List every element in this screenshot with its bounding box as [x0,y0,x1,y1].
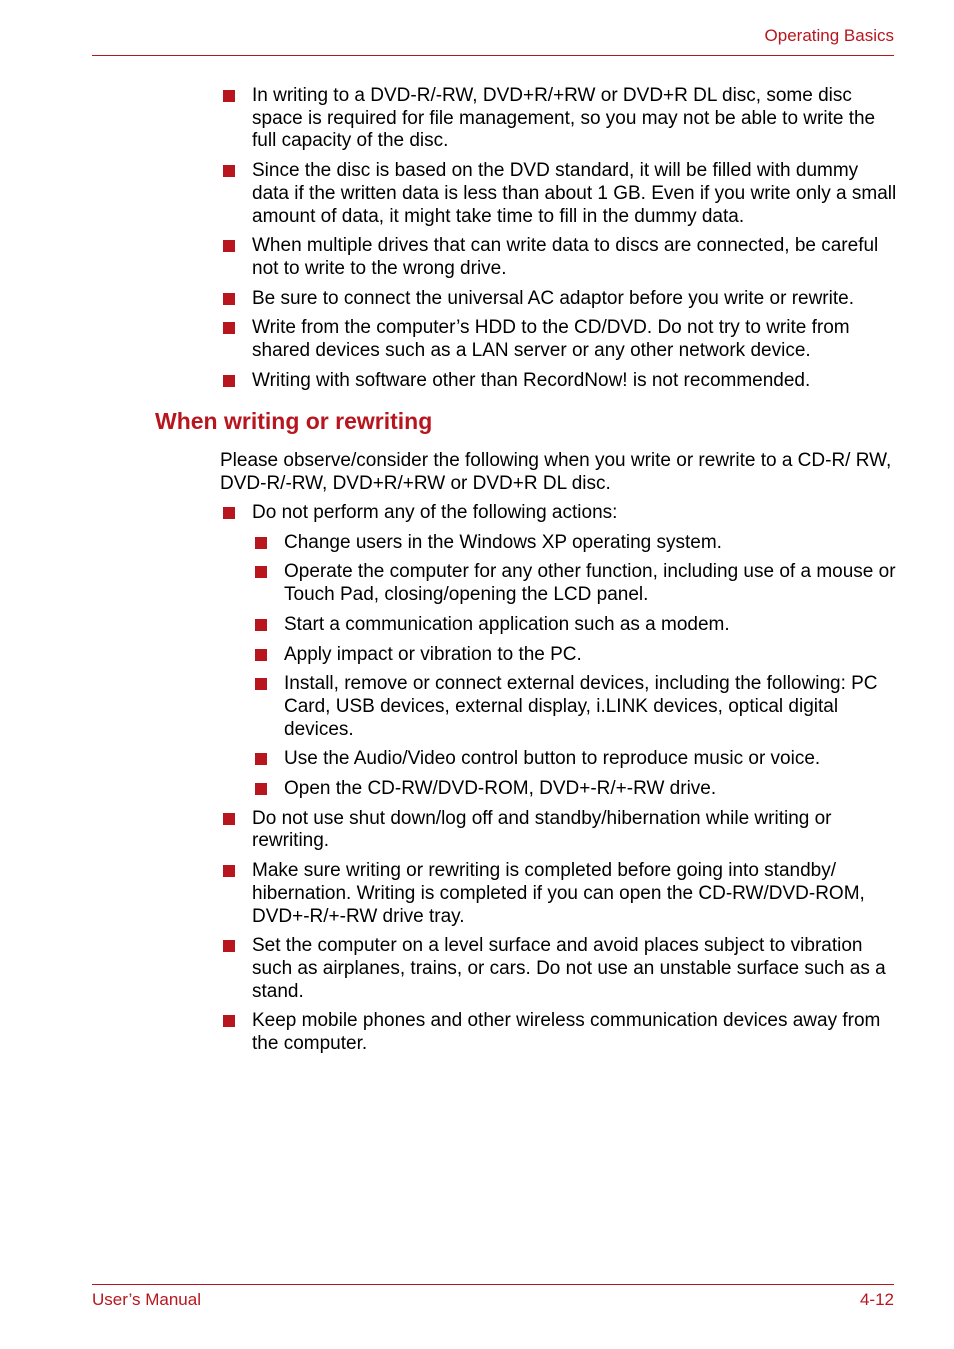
square-bullet-icon [223,90,235,102]
square-bullet-icon [223,865,235,877]
square-bullet-icon [255,537,267,549]
page-header-title: Operating Basics [764,26,894,45]
footer-rule [92,1284,894,1285]
section-heading: When writing or rewriting [155,408,433,434]
list-item: Do not use shut down/log off and standby/hibernation while writing or rewriting. [252,808,898,853]
square-bullet-icon [255,753,267,765]
prohibited-actions-list [284,532,898,801]
list-item: Keep mobile phones and other wireless communication devices away from the computer. [252,1010,898,1055]
writing-precautions-list [252,502,898,1063]
list-item: Set the computer on a level surface and avoid places subject to vibration such as airplanes, trains, or cars. Do not use an unstable surface such as a stand. [252,935,898,1003]
list-item: Write from the computer’s HDD to the CD/DVD. Do not try to write from shared devices such as a LAN server or any other network device. [252,317,898,362]
list-item: Do not perform any of the following actions: Change users in the Windows XP operating system. Operate the computer for any other function, including use of a mouse or Touch Pad, closing/opening the LCD panel. Start a communication application such as a modem. Apply impact or vibration to the PC. Install, remove or connect external devices, including the following: PC Card, USB devices, external display, i.LINK devices, optical digital devices. Use the Audio/Video control button to reproduce music or voice. Open the CD-RW/DVD-ROM, DVD+-R/+-RW drive. [252,502,898,801]
square-bullet-icon [223,940,235,952]
caution-list [252,85,898,399]
square-bullet-icon [255,619,267,631]
square-bullet-icon [223,375,235,387]
footer-manual-title: User’s Manual [92,1290,201,1309]
list-item: In writing to a DVD-R/-RW, DVD+R/+RW or DVD+R DL disc, some disc space is required for file management, so you may not be able to write the full capacity of the disc. [252,85,898,153]
sub-list-item: Start a communication application such as a modem. [284,614,898,637]
square-bullet-icon [255,566,267,578]
list-item: Make sure writing or rewriting is completed before going into standby/ hibernation. Writing is completed if you can open the CD-RW/DVD-ROM, DVD+-R/+-RW drive tray. [252,860,898,928]
square-bullet-icon [255,678,267,690]
sub-list-item: Operate the computer for any other function, including use of a mouse or Touch Pad, closing/opening the LCD panel. [284,561,898,606]
header-rule [92,55,894,56]
square-bullet-icon [223,293,235,305]
square-bullet-icon [223,240,235,252]
square-bullet-icon [223,507,235,519]
list-item: Be sure to connect the universal AC adaptor before you write or rewrite. [252,288,898,311]
square-bullet-icon [255,649,267,661]
section-intro: Please observe/consider the following when you write or rewrite to a CD-R/ RW, DVD-R/-RW, DVD+R/+RW or DVD+R DL disc. [220,450,892,494]
page-number: 4-12 [859,1290,894,1309]
sub-list-item: Use the Audio/Video control button to reproduce music or voice. [284,748,898,771]
list-item: When multiple drives that can write data to discs are connected, be careful not to write to the wrong drive. [252,235,898,280]
square-bullet-icon [223,322,235,334]
list-item: Writing with software other than RecordNow! is not recommended. [252,370,898,393]
sub-list-item: Open the CD-RW/DVD-ROM, DVD+-R/+-RW drive. [284,778,898,801]
square-bullet-icon [223,1015,235,1027]
square-bullet-icon [223,165,235,177]
sub-list-item: Change users in the Windows XP operating system. [284,532,898,555]
square-bullet-icon [223,813,235,825]
sub-list-item: Install, remove or connect external devices, including the following: PC Card, USB devices, external display, i.LINK devices, optical digital devices. [284,673,898,741]
sub-list-item: Apply impact or vibration to the PC. [284,644,898,667]
list-item: Since the disc is based on the DVD standard, it will be filled with dummy data if the written data is less than about 1 GB. Even if you write only a small amount of data, it might take time to fill in the dummy data. [252,160,898,228]
square-bullet-icon [255,783,267,795]
